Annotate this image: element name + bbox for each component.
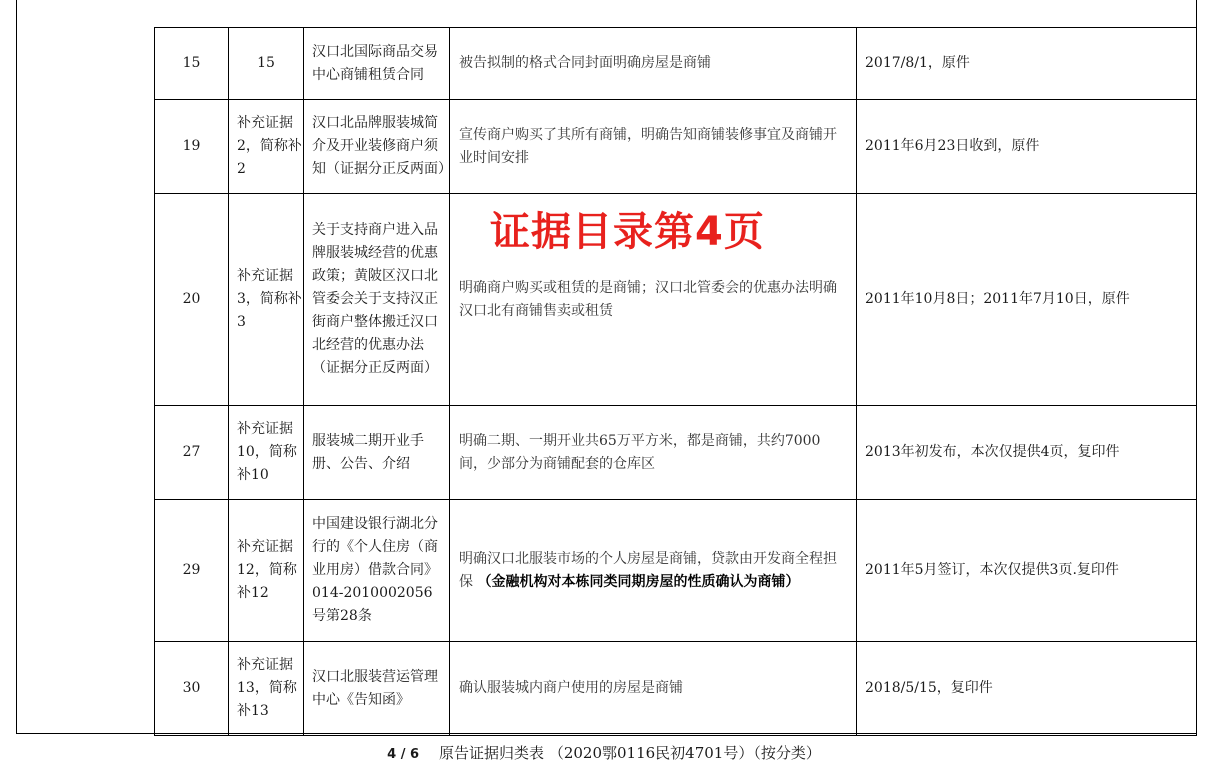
evidence-id: 补充证据2，简称补2	[229, 100, 304, 194]
purpose-text: 被告拟制的格式合同封面明确房屋是商铺	[459, 55, 711, 71]
evidence-note: 2017/8/1，原件	[857, 28, 1197, 100]
row-number: 19	[155, 100, 229, 194]
row-number: 29	[155, 500, 229, 642]
evidence-id: 15	[229, 28, 304, 100]
purpose-text: 确认服装城内商户使用的房屋是商铺	[459, 680, 683, 696]
evidence-name: 汉口北品牌服装城简介及开业装修商户须知（证据分正反两面）	[304, 100, 450, 194]
page-number: 4 / 6	[387, 747, 420, 762]
row-number: 30	[155, 642, 229, 736]
evidence-name: 汉口北国际商品交易中心商铺租赁合同	[304, 28, 450, 100]
row-number: 15	[155, 28, 229, 100]
evidence-note: 2011年10月8日；2011年7月10日，原件	[857, 194, 1197, 406]
evidence-name: 中国建设银行湖北分行的《个人住房（商业用房）借款合同》014-2010002056号第28条	[304, 500, 450, 642]
page-footer	[0, 742, 1208, 766]
table-row	[155, 500, 1197, 642]
purpose-text: 宣传商户购买了其所有商铺，明确告知商铺装修事宜及商铺开业时间安排	[459, 126, 837, 166]
purpose-text: 明确二期、一期开业共65万平方米，都是商铺，共约7000间，少部分为商铺配套的仓库区	[459, 432, 821, 472]
evidence-note: 2011年5月签订，本次仅提供3页.复印件	[857, 500, 1197, 642]
row-number: 27	[155, 406, 229, 500]
purpose-text: 明确汉口北服装市场的个人房屋是商铺，贷款由开发商全程担保	[459, 550, 837, 590]
evidence-id: 补充证据12，简称补12	[229, 500, 304, 642]
table-row	[155, 642, 1197, 736]
row-number: 20	[155, 194, 229, 406]
page-stamp-label: 证据目录第4页	[490, 209, 765, 255]
purpose-emphasis: （金融机构对本栋同类同期房屋的性质确认为商铺）	[477, 573, 800, 590]
table-row	[155, 100, 1197, 194]
evidence-purpose	[450, 100, 857, 194]
evidence-name: 汉口北服装营运管理中心《告知函》	[304, 642, 450, 736]
evidence-name: 关于支持商户进入品牌服装城经营的优惠政策；黄陂区汉口北管委会关于支持汉正街商户整体搬迁汉口北经营的优惠办法 （证据分正反两面）	[304, 194, 450, 406]
evidence-purpose	[450, 406, 857, 500]
page-frame-left	[16, 0, 17, 734]
evidence-note: 2013年初发布，本次仅提供4页，复印件	[857, 406, 1197, 500]
evidence-purpose	[450, 500, 857, 642]
evidence-id: 补充证据3，简称补3	[229, 194, 304, 406]
evidence-id: 补充证据10，简称补10	[229, 406, 304, 500]
table-row	[155, 28, 1197, 100]
table-row	[155, 406, 1197, 500]
evidence-purpose	[450, 642, 857, 736]
evidence-purpose	[450, 28, 857, 100]
evidence-id: 补充证据13，简称补13	[229, 642, 304, 736]
evidence-note: 2018/5/15，复印件	[857, 642, 1197, 736]
evidence-name: 服装城二期开业手册、公告、介绍	[304, 406, 450, 500]
footer-title: 原告证据归类表 （2020鄂0116民初4701号）（按分类）	[439, 744, 821, 762]
purpose-text: 明确商户购买或租赁的是商铺；汉口北管委会的优惠办法明确汉口北有商铺售卖或租赁	[459, 279, 837, 319]
evidence-table	[154, 27, 1197, 736]
evidence-note: 2011年6月23日收到，原件	[857, 100, 1197, 194]
